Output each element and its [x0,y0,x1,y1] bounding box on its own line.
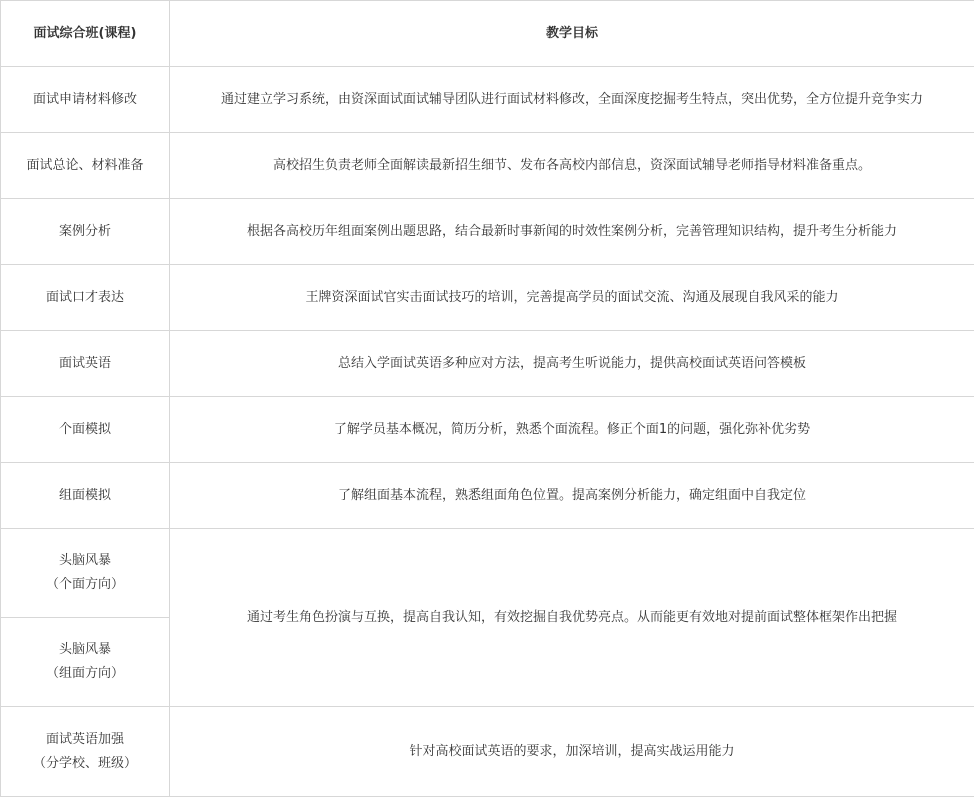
course-cell-brainstorm-individual [1,529,170,618]
course-subtitle: （分学校、班级） [32,755,137,771]
course-cell: 个面模拟 [1,397,170,463]
course-subtitle: （个面方向） [45,577,124,592]
goal-cell: 通过建立学习系统，由资深面试面试辅导团队进行面试材料修改，全面深度挖掘考生特点，突出优势，全方位提升竞争实力 [170,67,974,133]
course-cell: 面试申请材料修改 [1,67,170,133]
column-header-course: 面试综合班(课程) [1,1,170,67]
course-subtitle: （组面方向） [45,666,124,681]
course-cell: 面试总论、材料准备 [1,133,170,199]
table-row [1,397,974,463]
goal-cell: 根据各高校历年组面案例出题思路，结合最新时事新闻的时效性案例分析，完善管理知识结构，提升考生分析能力 [170,199,974,265]
table-row [1,133,974,199]
table-header-row [1,1,974,67]
table-row [1,265,974,331]
course-cell: 面试英语 [1,331,170,397]
table-row [1,199,974,265]
goal-cell: 总结入学面试英语多种应对方法，提高考生听说能力，提供高校面试英语问答模板 [170,331,974,397]
goal-cell: 了解学员基本概况，简历分析，熟悉个面流程。修正个面1的问题，强化弥补优劣势 [170,397,974,463]
course-cell-english-plus [1,707,170,797]
goal-cell: 了解组面基本流程，熟悉组面角色位置。提高案例分析能力，确定组面中自我定位 [170,463,974,529]
course-name: 头脑风暴 [58,642,111,657]
course-cell: 面试口才表达 [1,265,170,331]
course-cell-brainstorm-group [1,618,170,707]
table-row [1,529,974,618]
goal-cell: 高校招生负责老师全面解读最新招生细节、发布各高校内部信息，资深面试辅导老师指导材料准备重点。 [170,133,974,199]
course-name: 面试英语加强 [45,731,124,747]
table-row [1,463,974,529]
column-header-goal: 教学目标 [170,1,974,67]
goal-cell: 针对高校面试英语的要求，加深培训，提高实战运用能力 [170,707,974,797]
goal-cell: 王牌资深面试官实击面试技巧的培训，完善提高学员的面试交流、沟通及展现自我风采的能力 [170,265,974,331]
course-name: 头脑风暴 [58,553,111,568]
table-row [1,707,974,797]
goal-cell-brainstorm: 通过考生角色扮演与互换，提高自我认知，有效挖掘自我优势亮点。从而能更有效地对提前面试整体框架作出把握 [170,529,974,707]
course-cell: 组面模拟 [1,463,170,529]
course-cell: 案例分析 [1,199,170,265]
table-row [1,331,974,397]
table-row [1,67,974,133]
